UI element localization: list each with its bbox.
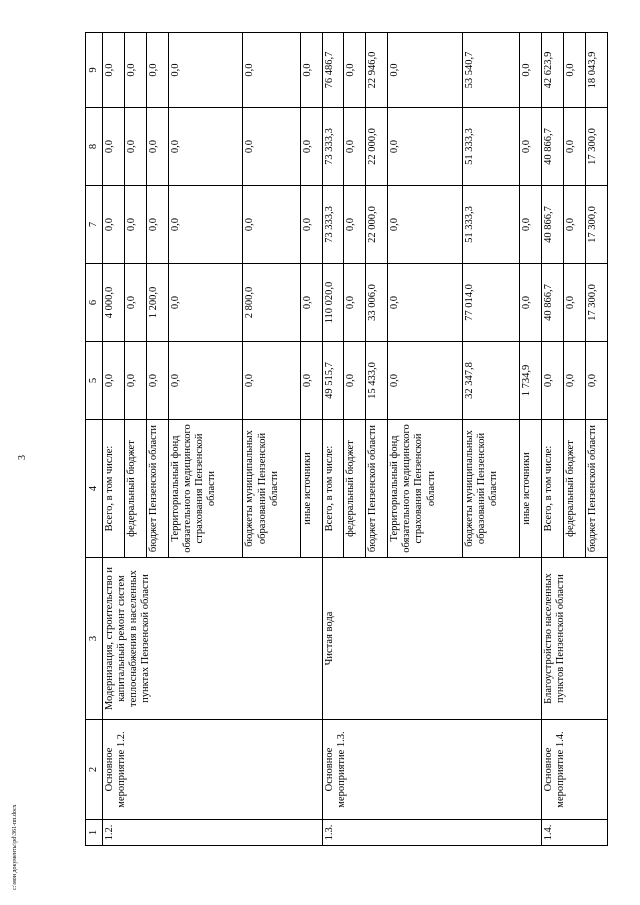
value-cell: 0,0	[103, 108, 125, 186]
funding-source-cell: бюджет Пензенской области	[146, 420, 168, 558]
header-row	[86, 33, 103, 846]
value-cell: 53 540,7	[463, 33, 520, 108]
header-cell: 3	[86, 558, 103, 720]
funding-source-cell: бюджеты муниципальных образований Пензенской области	[243, 420, 300, 558]
value-cell: 0,0	[146, 33, 168, 108]
header-cell: 5	[86, 342, 103, 420]
value-cell: 33 006,0	[366, 264, 388, 342]
value-cell: 0,0	[124, 108, 146, 186]
value-cell: 2 800,0	[243, 264, 300, 342]
value-cell: 0,0	[103, 33, 125, 108]
funding-source-cell: бюджеты муниципальных образований Пензенской области	[463, 420, 520, 558]
value-cell: 17 300,0	[585, 264, 607, 342]
funding-source-cell: бюджет Пензенской области	[366, 420, 388, 558]
activity-type-cell: Основное мероприятие 1.4.	[542, 720, 608, 820]
budget-table	[85, 32, 608, 846]
value-cell: 0,0	[168, 342, 243, 420]
value-cell: 51 333,3	[463, 108, 520, 186]
value-cell: 1 734,9	[520, 342, 542, 420]
value-cell: 22 946,0	[366, 33, 388, 108]
value-cell: 0,0	[563, 33, 585, 108]
value-cell: 0,0	[243, 342, 300, 420]
value-cell: 77 014,0	[463, 264, 520, 342]
value-cell: 0,0	[168, 264, 243, 342]
funding-source-cell: бюджет Пензенской области	[585, 420, 607, 558]
value-cell: 0,0	[520, 108, 542, 186]
funding-source-cell: федеральный бюджет	[124, 420, 146, 558]
value-cell: 0,0	[520, 264, 542, 342]
value-cell: 0,0	[168, 186, 243, 264]
value-cell: 0,0	[388, 342, 463, 420]
value-cell: 0,0	[243, 33, 300, 108]
value-cell: 0,0	[344, 33, 366, 108]
value-cell: 0,0	[388, 186, 463, 264]
value-cell: 51 333,3	[463, 186, 520, 264]
header-cell: 8	[86, 108, 103, 186]
value-cell: 40 866,7	[542, 186, 564, 264]
value-cell: 17 300,0	[585, 108, 607, 186]
value-cell: 0,0	[388, 108, 463, 186]
value-cell: 0,0	[300, 342, 322, 420]
value-cell: 0,0	[520, 33, 542, 108]
value-cell: 110 020,0	[322, 264, 344, 342]
funding-source-cell: федеральный бюджет	[563, 420, 585, 558]
funding-source-cell: иные источники	[520, 420, 542, 558]
value-cell: 0,0	[124, 33, 146, 108]
header-cell: 7	[86, 186, 103, 264]
row-number-cell: 1.2.	[103, 820, 323, 846]
value-cell: 0,0	[146, 108, 168, 186]
value-cell: 73 333,3	[322, 108, 344, 186]
header-cell: 4	[86, 420, 103, 558]
value-cell: 22 000,0	[366, 108, 388, 186]
footer-file-path: c:\мои документы\pd\361-пп.docx	[12, 804, 18, 890]
activity-name-cell: Модернизация, строительство и капитальный ремонт систем теплоснабжения в населенных пунктах Пензенской области	[103, 558, 323, 720]
value-cell: 0,0	[300, 33, 322, 108]
value-cell: 76 486,7	[322, 33, 344, 108]
value-cell: 0,0	[124, 264, 146, 342]
funding-source-cell: Всего, в том числе:	[322, 420, 344, 558]
value-cell: 40 866,7	[542, 108, 564, 186]
activity-name-cell: Чистая вода	[322, 558, 542, 720]
header-cell: 9	[86, 33, 103, 108]
header-cell: 6	[86, 264, 103, 342]
value-cell: 0,0	[243, 108, 300, 186]
value-cell: 22 000,0	[366, 186, 388, 264]
value-cell: 0,0	[168, 108, 243, 186]
value-cell: 17 300,0	[585, 186, 607, 264]
row-number-cell: 1.3.	[322, 820, 542, 846]
value-cell: 18 043,9	[585, 33, 607, 108]
value-cell: 0,0	[243, 186, 300, 264]
value-cell: 0,0	[388, 33, 463, 108]
table-row	[542, 33, 564, 846]
value-cell: 0,0	[344, 186, 366, 264]
row-number-cell: 1.4.	[542, 820, 608, 846]
activity-type-cell: Основное мероприятие 1.2.	[103, 720, 323, 820]
value-cell: 0,0	[563, 108, 585, 186]
value-cell: 0,0	[344, 108, 366, 186]
value-cell: 0,0	[300, 186, 322, 264]
value-cell: 0,0	[563, 342, 585, 420]
table-row	[103, 33, 125, 846]
page-number: 3	[17, 455, 28, 460]
value-cell: 4 000,0	[103, 264, 125, 342]
rotated-table-container	[85, 33, 608, 846]
funding-source-cell: Территориальный фонд обязательного медицинского страхования Пензенской области	[168, 420, 243, 558]
value-cell: 0,0	[388, 264, 463, 342]
value-cell: 40 866,7	[542, 264, 564, 342]
value-cell: 73 333,3	[322, 186, 344, 264]
value-cell: 0,0	[344, 264, 366, 342]
funding-source-cell: Всего, в том числе:	[103, 420, 125, 558]
header-cell: 1	[86, 820, 103, 846]
value-cell: 1 200,0	[146, 264, 168, 342]
funding-source-cell: иные источники	[300, 420, 322, 558]
value-cell: 0,0	[300, 108, 322, 186]
value-cell: 15 433,0	[366, 342, 388, 420]
activity-type-cell: Основное мероприятие 1.3.	[322, 720, 542, 820]
funding-source-cell: Территориальный фонд обязательного медицинского страхования Пензенской области	[388, 420, 463, 558]
funding-source-cell: федеральный бюджет	[344, 420, 366, 558]
value-cell: 0,0	[563, 186, 585, 264]
value-cell: 0,0	[542, 342, 564, 420]
value-cell: 42 623,9	[542, 33, 564, 108]
value-cell: 0,0	[168, 33, 243, 108]
value-cell: 0,0	[344, 342, 366, 420]
activity-name-cell: Благоустройство населенных пунктов Пензенской области	[542, 558, 608, 720]
header-cell: 2	[86, 720, 103, 820]
value-cell: 0,0	[124, 186, 146, 264]
value-cell: 0,0	[520, 186, 542, 264]
value-cell: 49 515,7	[322, 342, 344, 420]
value-cell: 0,0	[585, 342, 607, 420]
value-cell: 0,0	[300, 264, 322, 342]
value-cell: 0,0	[103, 186, 125, 264]
value-cell: 0,0	[146, 342, 168, 420]
table-row	[322, 33, 344, 846]
value-cell: 0,0	[146, 186, 168, 264]
value-cell: 0,0	[103, 342, 125, 420]
value-cell: 32 347,8	[463, 342, 520, 420]
table-body	[103, 33, 608, 846]
value-cell: 0,0	[563, 264, 585, 342]
rotated-sheet	[85, 33, 608, 846]
value-cell: 0,0	[124, 342, 146, 420]
funding-source-cell: Всего, в том числе:	[542, 420, 564, 558]
